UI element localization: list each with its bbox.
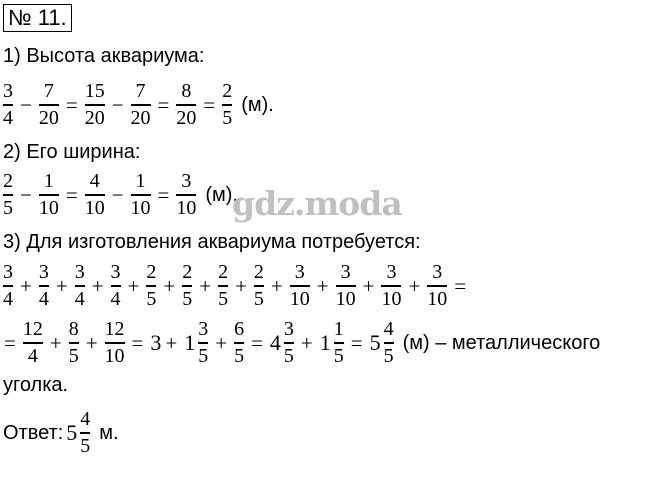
fraction-bar <box>218 285 228 287</box>
fraction <box>234 318 244 368</box>
fraction-bar <box>3 104 13 106</box>
numerator: 3 <box>110 261 121 284</box>
fraction <box>334 318 344 368</box>
operator: = <box>157 182 170 207</box>
operator: + <box>316 273 329 298</box>
denominator: 10 <box>427 287 448 310</box>
operator: = <box>65 92 78 117</box>
operator: + <box>270 273 283 298</box>
operator: − <box>111 92 124 117</box>
numerator: 2 <box>182 261 193 284</box>
operator: + <box>215 330 228 355</box>
numerator: 8 <box>181 80 192 103</box>
operator: + <box>163 273 176 298</box>
fraction <box>146 261 156 311</box>
step1-expression <box>0 75 274 135</box>
fraction-bar <box>254 285 264 287</box>
fraction <box>23 318 43 368</box>
numerator: 2 <box>222 80 233 103</box>
numerator: 3 <box>38 261 49 284</box>
fraction <box>69 318 79 368</box>
fraction <box>39 170 59 220</box>
numerator: 3 <box>283 318 294 341</box>
denominator: 4 <box>3 287 13 310</box>
fraction <box>105 318 125 368</box>
fraction <box>176 170 196 220</box>
numerator: 3 <box>74 261 85 284</box>
operator: − <box>20 92 32 117</box>
fraction-bar <box>284 342 294 344</box>
fraction <box>198 318 208 368</box>
fraction-bar <box>3 194 13 196</box>
denominator: 5 <box>218 287 229 310</box>
step3-title: 3) Для изготовления аквариума потребуется: <box>3 231 421 253</box>
numerator: 3 <box>3 261 13 284</box>
numerator: 1 <box>135 170 146 193</box>
fraction-bar <box>131 104 151 106</box>
numerator: 3 <box>432 261 443 284</box>
answer-expression <box>63 408 118 458</box>
denominator: 4 <box>38 287 49 310</box>
operator: = <box>157 92 170 117</box>
denominator: 5 <box>198 344 209 367</box>
denominator: 5 <box>253 287 264 310</box>
fraction <box>182 261 192 311</box>
fraction-bar <box>334 342 344 344</box>
denominator: 10 <box>289 287 310 310</box>
fraction-bar <box>290 285 310 287</box>
operator: = <box>4 330 16 355</box>
fraction <box>384 318 394 368</box>
fraction <box>39 80 59 130</box>
step3-continuation: уголка. <box>3 374 69 396</box>
fraction <box>131 80 151 130</box>
fraction <box>80 408 90 458</box>
fraction-bar <box>182 285 192 287</box>
fraction-bar <box>39 285 49 287</box>
operator: + <box>20 273 32 298</box>
numerator: 12 <box>104 318 125 341</box>
numerator: 1 <box>43 170 54 193</box>
denominator: 5 <box>68 344 79 367</box>
fraction-bar <box>131 194 151 196</box>
operator: − <box>111 182 124 207</box>
operator: + <box>91 273 104 298</box>
operator: = <box>350 330 363 355</box>
operator: + <box>85 330 98 355</box>
problem-number: № 11. <box>3 4 72 32</box>
operator: + <box>49 330 62 355</box>
fraction <box>85 170 105 220</box>
fraction-bar <box>85 104 105 106</box>
fraction <box>3 261 13 311</box>
operator: = <box>203 92 216 117</box>
denominator: 10 <box>38 196 59 219</box>
operator: + <box>362 273 375 298</box>
fraction-bar <box>234 342 244 344</box>
fraction-bar <box>381 285 401 287</box>
numerator: 3 <box>294 261 305 284</box>
fraction-bar <box>336 285 356 287</box>
fraction <box>75 261 85 311</box>
fraction-bar <box>3 285 13 287</box>
numerator: 12 <box>22 318 43 341</box>
fraction-bar <box>23 342 43 344</box>
fraction-bar <box>39 104 59 106</box>
operator: + <box>300 330 313 355</box>
step1-title: 1) Высота аквариума: <box>3 45 205 67</box>
integer-part: 3 <box>150 330 162 355</box>
denominator: 20 <box>84 106 105 129</box>
step2-expression <box>0 165 238 225</box>
numerator: 3 <box>3 80 13 103</box>
fraction <box>254 261 264 311</box>
fraction-bar <box>80 432 90 434</box>
denominator: 5 <box>283 344 294 367</box>
operator: = <box>454 273 467 298</box>
fraction-bar <box>85 194 105 196</box>
integer-part: 4 <box>269 330 281 355</box>
fraction <box>427 261 447 311</box>
denominator: 20 <box>130 106 151 129</box>
numerator: 2 <box>218 261 229 284</box>
fraction <box>111 261 121 311</box>
numerator: 3 <box>340 261 351 284</box>
fraction <box>284 318 294 368</box>
fraction-bar <box>75 285 85 287</box>
numerator: 2 <box>3 170 13 193</box>
fraction-bar <box>39 194 59 196</box>
operator: = <box>251 330 263 355</box>
denominator: 4 <box>110 287 121 310</box>
numerator: 4 <box>80 408 91 431</box>
numerator: 3 <box>181 170 192 193</box>
operator: + <box>127 273 140 298</box>
fraction-bar <box>111 285 121 287</box>
denominator: 20 <box>38 106 59 129</box>
denominator: 5 <box>333 344 344 367</box>
operator: = <box>65 182 78 207</box>
denominator: 5 <box>146 287 157 310</box>
step3-expression-2 <box>0 313 600 373</box>
answer-prefix: Ответ: <box>3 421 64 444</box>
denominator: 5 <box>182 287 193 310</box>
denominator: 5 <box>222 106 233 129</box>
fraction <box>3 80 13 130</box>
fraction <box>218 261 228 311</box>
numerator: 2 <box>146 261 157 284</box>
fraction <box>131 170 151 220</box>
numerator: 8 <box>68 318 79 341</box>
operator: + <box>235 273 247 298</box>
denominator: 10 <box>335 287 356 310</box>
denominator: 4 <box>3 106 13 129</box>
fraction-bar <box>198 342 208 344</box>
fraction <box>336 261 356 311</box>
step2-title: 2) Его ширина: <box>3 141 141 163</box>
step3-expression-1 <box>0 256 470 316</box>
integer-part: 1 <box>184 330 196 355</box>
fraction <box>85 80 105 130</box>
operator: − <box>20 182 32 207</box>
fraction <box>39 261 49 311</box>
fraction-bar <box>69 342 79 344</box>
denominator: 20 <box>176 106 197 129</box>
unit-text: (м). <box>205 183 239 206</box>
numerator: 7 <box>135 80 146 103</box>
integer-part: 5 <box>369 330 381 355</box>
watermark-logo: gdz.moda <box>232 184 402 223</box>
unit-text: (м). <box>241 93 274 116</box>
fraction-bar <box>427 285 447 287</box>
denominator: 10 <box>176 196 197 219</box>
fraction-bar <box>146 285 156 287</box>
unit-text: (м) – металлического <box>402 331 601 354</box>
numerator: 15 <box>84 80 105 103</box>
numerator: 7 <box>43 80 54 103</box>
fraction <box>3 170 13 220</box>
fraction-bar <box>176 194 196 196</box>
operator: + <box>165 330 178 355</box>
fraction-bar <box>384 342 394 344</box>
fraction-bar <box>176 104 196 106</box>
denominator: 5 <box>234 344 245 367</box>
integer-part: 5 <box>66 420 78 445</box>
fraction <box>381 261 401 311</box>
denominator: 10 <box>84 196 105 219</box>
operator: + <box>408 273 421 298</box>
denominator: 5 <box>80 434 91 457</box>
numerator: 6 <box>234 318 245 341</box>
denominator: 10 <box>130 196 151 219</box>
fraction <box>176 80 196 130</box>
numerator: 3 <box>386 261 397 284</box>
operator: = <box>131 330 144 355</box>
unit-text: м. <box>99 421 119 444</box>
denominator: 4 <box>27 344 38 367</box>
denominator: 10 <box>381 287 402 310</box>
denominator: 4 <box>74 287 85 310</box>
operator: + <box>55 273 68 298</box>
operator: + <box>199 273 212 298</box>
denominator: 5 <box>3 196 13 219</box>
integer-part: 1 <box>319 330 331 355</box>
denominator: 5 <box>383 344 394 367</box>
numerator: 1 <box>333 318 344 341</box>
fraction-bar <box>222 104 232 106</box>
fraction-bar <box>105 342 125 344</box>
numerator: 3 <box>198 318 209 341</box>
numerator: 4 <box>89 170 100 193</box>
answer-line <box>0 403 119 463</box>
denominator: 10 <box>104 344 125 367</box>
numerator: 4 <box>383 318 394 341</box>
numerator: 2 <box>253 261 264 284</box>
fraction <box>222 80 232 130</box>
fraction <box>290 261 310 311</box>
